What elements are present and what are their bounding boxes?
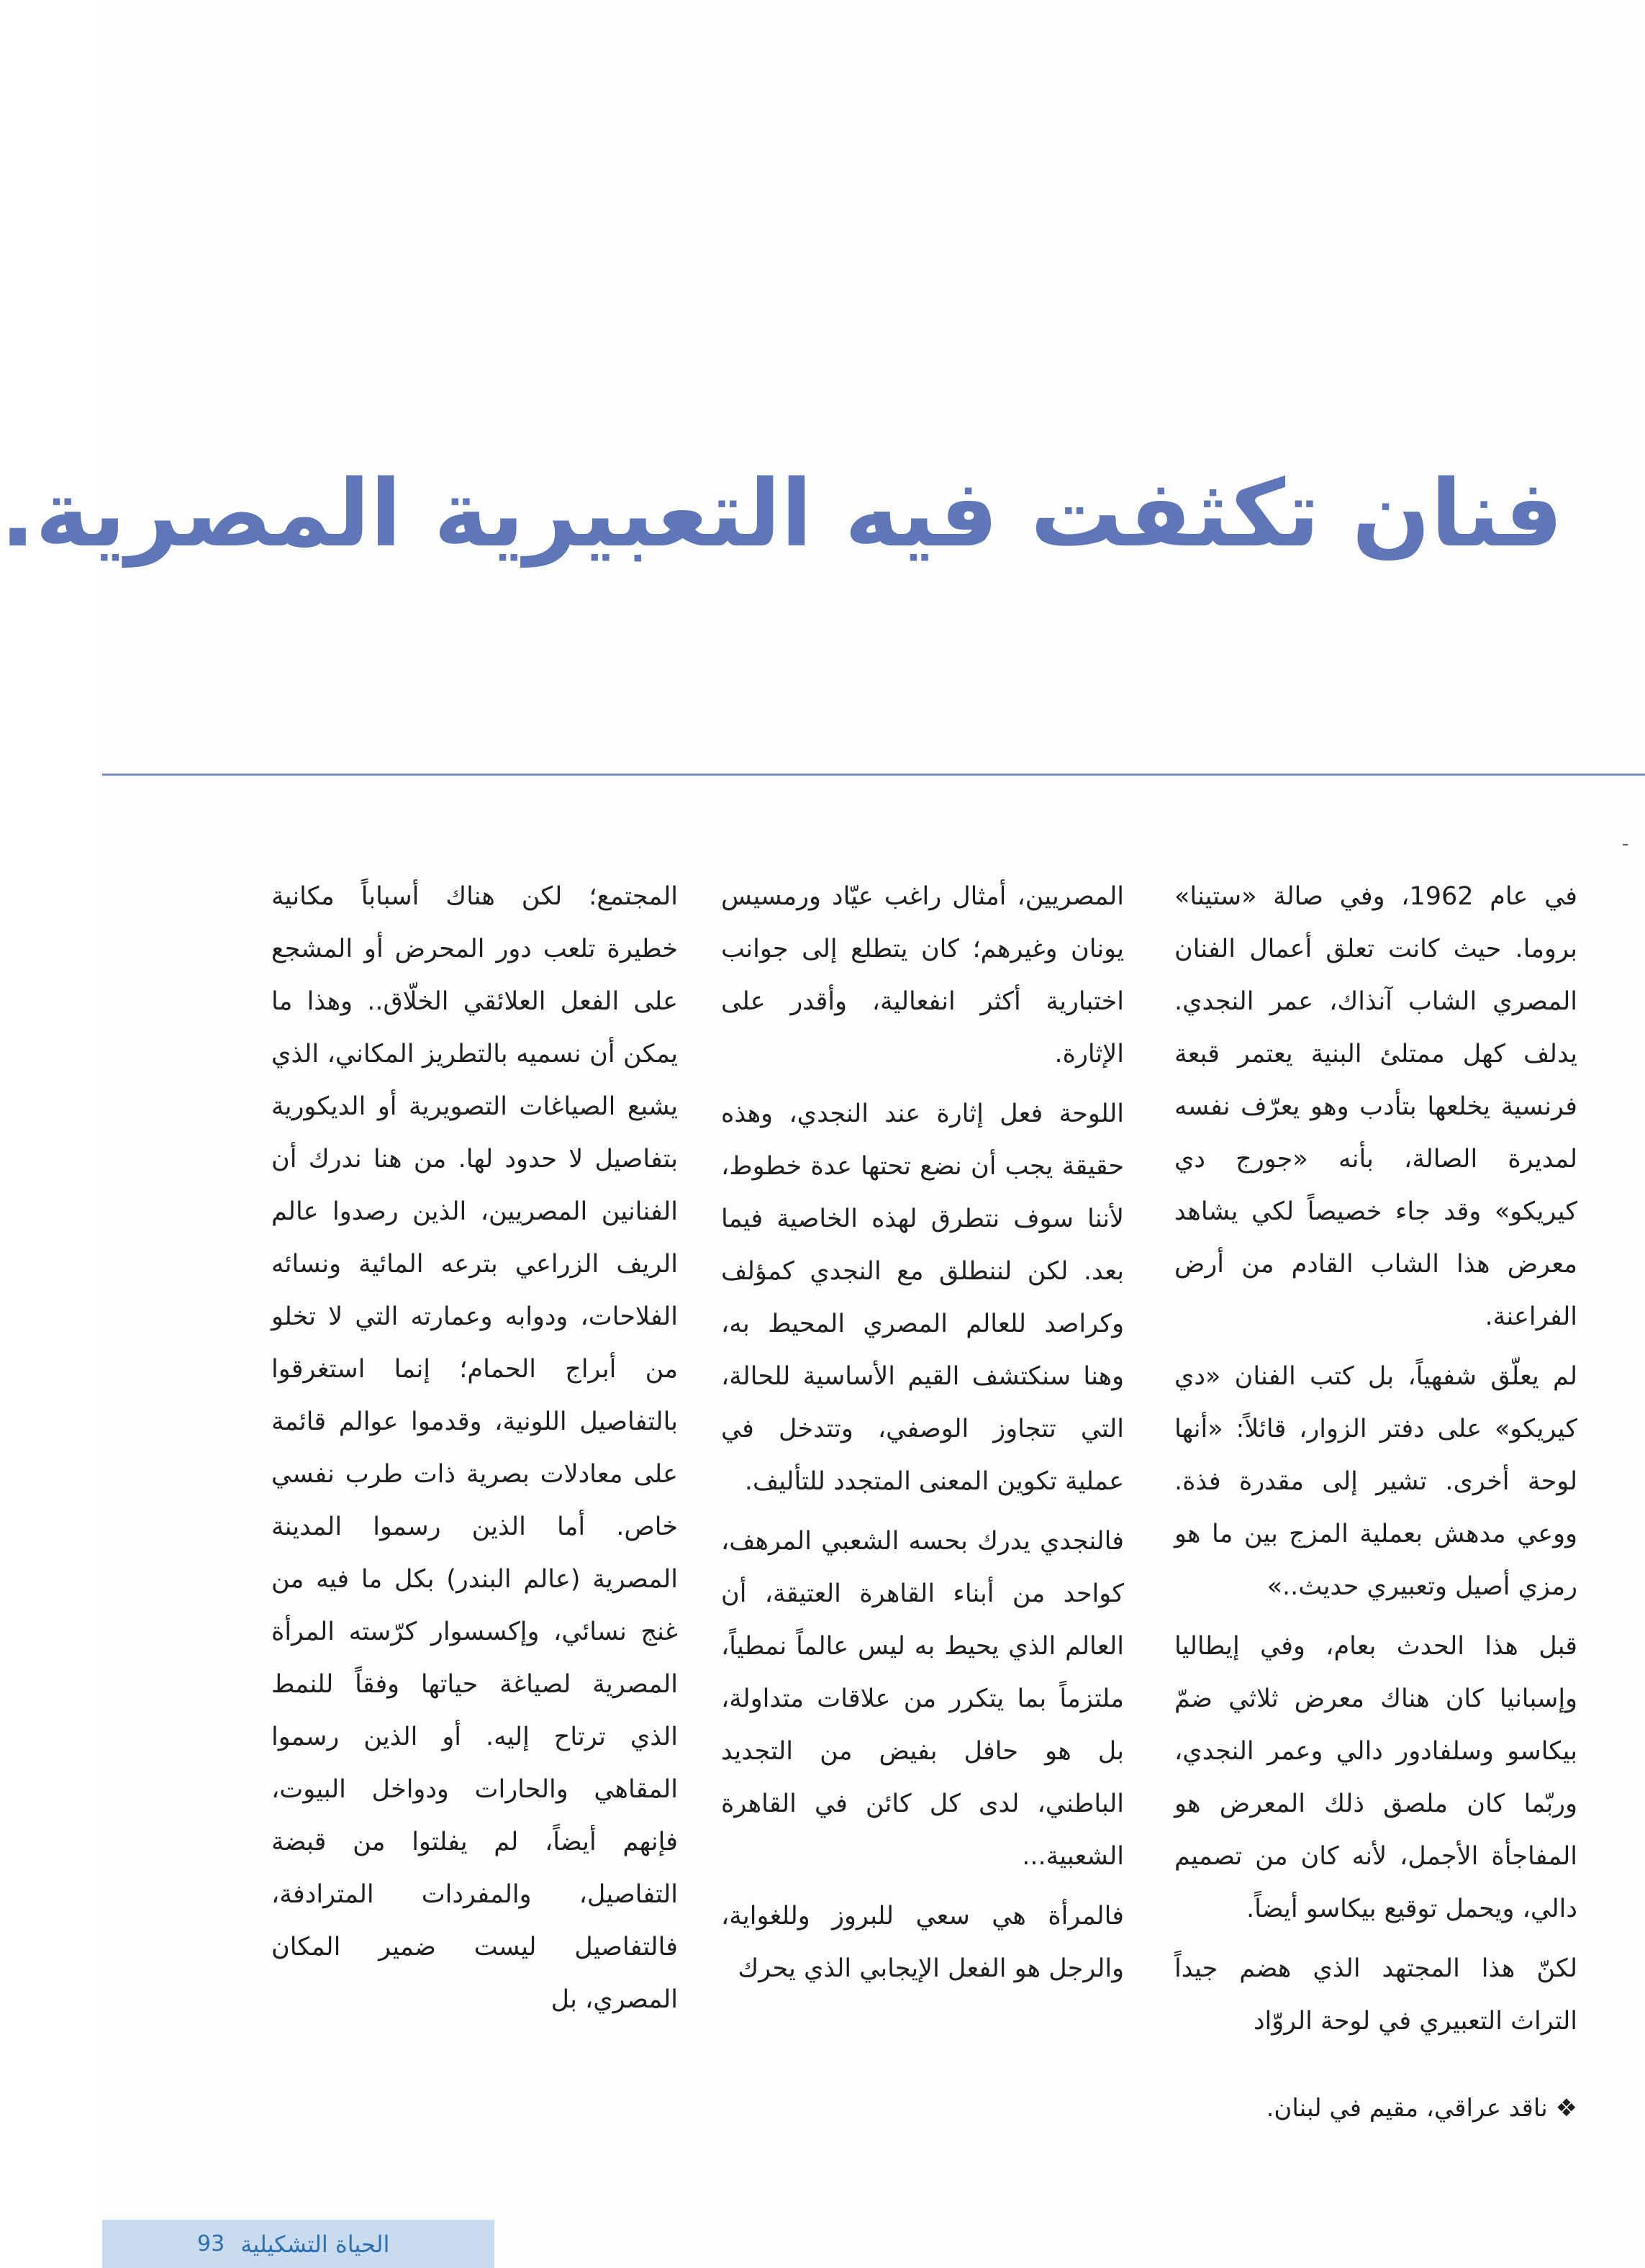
text-column-1: [1174, 871, 1578, 2036]
paragraph: المجتمع؛ لكن هناك أسباباً مكانية خطيرة تلعب دور المحرض أو المشجع على الفعل العلائقي الخلّاق.. وهذا ما يمكن أن نسميه بالتطريز المكاني، الذي يشبع الصياغات التصويرية أو الديكورية بتفاصيل لا حدود لها. من هنا ندرك أن الفنانين المصريين، الذين رصدوا عالم الريف الزراعي بترعه المائية ونسائه الفلاحات، ودوابه وعمارته التي لا تخلو من أبراج الحمام؛ إنما استغرقوا بالتفاصيل اللونية، وقدموا عوالم قائمة على معادلات بصرية ذات طرب نفسي خاص. أما الذين رسموا المدينة المصرية (عالم البندر) بكل ما فيه من غنج نسائي، وإكسسوار كرّسته المرأة المصرية لصياغة حياتها وفقاً للنمط الذي ترتاح إليه. أو الذين رسموا المقاهي والحارات ودواخل البيوت، فإنهم أيضاً، لم يفلتوا من قبضة التفاصيل، والمفردات المترادفة، فالتفاصيل ليست ضمير المكان المصري، بل: [271, 882, 678, 2014]
article-headline: فنان تكثفت فيه التعبيرية المصرية.: [0, 461, 1563, 568]
magazine-title: الحياة التشكيلية: [240, 2230, 390, 2258]
paragraph: لم يعلّق شفهياً، بل كتب الفنان «دي كيريكو» على دفتر الزوار، قائلاً: «أنها لوحة أخرى. تشير إلى مقدرة فذة. ووعي مدهش بعملية المزج بين ما هو رمزي أصيل وتعبيري حديث..»: [1174, 1362, 1577, 1601]
page-folio: [102, 2220, 494, 2268]
text-column-2: [721, 871, 1124, 2008]
paragraph: لكنّ هذا المجتهد الذي هضم جيداً التراث التعبيري في لوحة الروّاد: [1174, 1954, 1577, 2036]
paragraph: في عام 1962، وفي صالة «ستينا» بروما. حيث كانت تعلق أعمال الفنان المصري الشاب آنذاك، عمر النجدي. يدلف كهل ممتلئ البنية يعتمر قبعة فرنسية يخلعها بتأدب وهو يعرّف نفسه لمديرة الصالة، بأنه «جورج دي كيريكو» وقد جاء خصيصاً لكي يشاهد معرض هذا الشاب القادم من أرض الفراعنة.: [1174, 882, 1578, 1331]
crop-mark: -: [1622, 833, 1629, 855]
paragraph: فالمرأة هي سعي للبروز وللغواية، والرجل هو الفعل الإيجابي الذي يحرك: [721, 1902, 1124, 1983]
text-column-3: [271, 871, 678, 2014]
paragraph: فالنجدي يدرك بحسه الشعبي المرهف، كواحد من أبناء القاهرة العتيقة، أن العالم الذي يحيط به ليس عالماً نمطياً، ملتزماً بما يتكرر من علاقات متداولة، بل هو حافل بفيض من التجديد الباطني، لدى كل كائن في القاهرة الشعبية...: [721, 1527, 1124, 1871]
paragraph: قبل هذا الحدث بعام، وفي إيطاليا وإسبانيا كان هناك معرض ثلاثي ضمّ بيكاسو وسلفادور دالي وعمر النجدي، وربّما كان ملصق ذلك المعرض هو المفاجأة الأجمل، لأنه كان من تصميم دالي، ويحمل توقيع بيكاسو أيضاً.: [1174, 1632, 1577, 1923]
paragraph: المصريين، أمثال راغب عيّاد ورمسيس يونان وغيرهم؛ كان يتطلع إلى جوانب اختبارية أكثر انفعالية، وأقدر على الإثارة.: [721, 882, 1124, 1069]
horizontal-rule: [102, 774, 1645, 776]
page-number: 93: [197, 2231, 225, 2256]
author-footnote: ❖ ناقد عراقي، مقيم في لبنان.: [1266, 2094, 1577, 2123]
paragraph: اللوحة فعل إثارة عند النجدي، وهذه حقيقة يجب أن نضع تحتها عدة خطوط، لأننا سوف نتطرق لهذه الخاصية فيما بعد. لكن لننطلق مع النجدي كمؤلف وكراصد للعالم المصري المحيط به، وهنا سنكتشف القيم الأساسية للحالة، التي تتجاوز الوصفي، وتتدخل في عملية تكوين المعنى المتجدد للتأليف.: [721, 1099, 1124, 1496]
